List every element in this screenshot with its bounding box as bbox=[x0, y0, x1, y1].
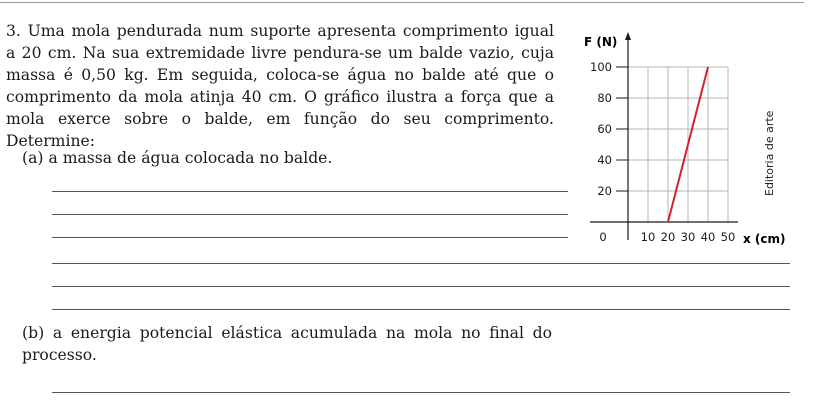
y-axis-label: F (N) bbox=[584, 35, 618, 49]
y-tick-label-40: 40 bbox=[597, 153, 612, 167]
y-tick-label-20: 20 bbox=[597, 184, 612, 198]
question-text: Uma mola pendurada num suporte apresenta comprimento igual a 20 cm. Na sua extremidade livre pendura-se um balde vazio, cuja massa é 0,50 kg. Em seguida, coloca-se água no balde até que o comprimento da mola atinja 40 cm. O gráfico ilustra a força que a mola exerce sobre o balde, em função do seu comprimento. Determine: bbox=[6, 22, 554, 150]
x-axis-label: x (cm) bbox=[743, 232, 786, 246]
chart-tick-labels bbox=[590, 60, 735, 244]
image-credit: Editoria de arte bbox=[763, 110, 776, 196]
x-tick-label-10: 10 bbox=[640, 230, 656, 244]
item-b-text: a energia potencial elástica acumulada na mola no final do processo. bbox=[22, 324, 552, 364]
chart-grid bbox=[616, 67, 728, 222]
item-a-text: a massa de água colocada no balde. bbox=[48, 149, 333, 167]
question-number: 3. bbox=[6, 22, 21, 40]
y-tick-label-80: 80 bbox=[597, 91, 612, 105]
x-tick-label-20: 20 bbox=[660, 230, 676, 244]
y-tick-label-100: 100 bbox=[590, 60, 612, 74]
x-tick-label-50: 50 bbox=[720, 230, 736, 244]
chart-axes bbox=[590, 32, 738, 240]
item-b-label: (b) bbox=[22, 324, 45, 342]
x-tick-label-30: 30 bbox=[680, 230, 696, 244]
y-axis-arrow-icon bbox=[625, 32, 631, 40]
origin-label: 0 bbox=[599, 230, 607, 244]
x-tick-label-40: 40 bbox=[700, 230, 716, 244]
item-a-label: (a) bbox=[22, 149, 44, 167]
y-tick-label-60: 60 bbox=[597, 122, 612, 136]
